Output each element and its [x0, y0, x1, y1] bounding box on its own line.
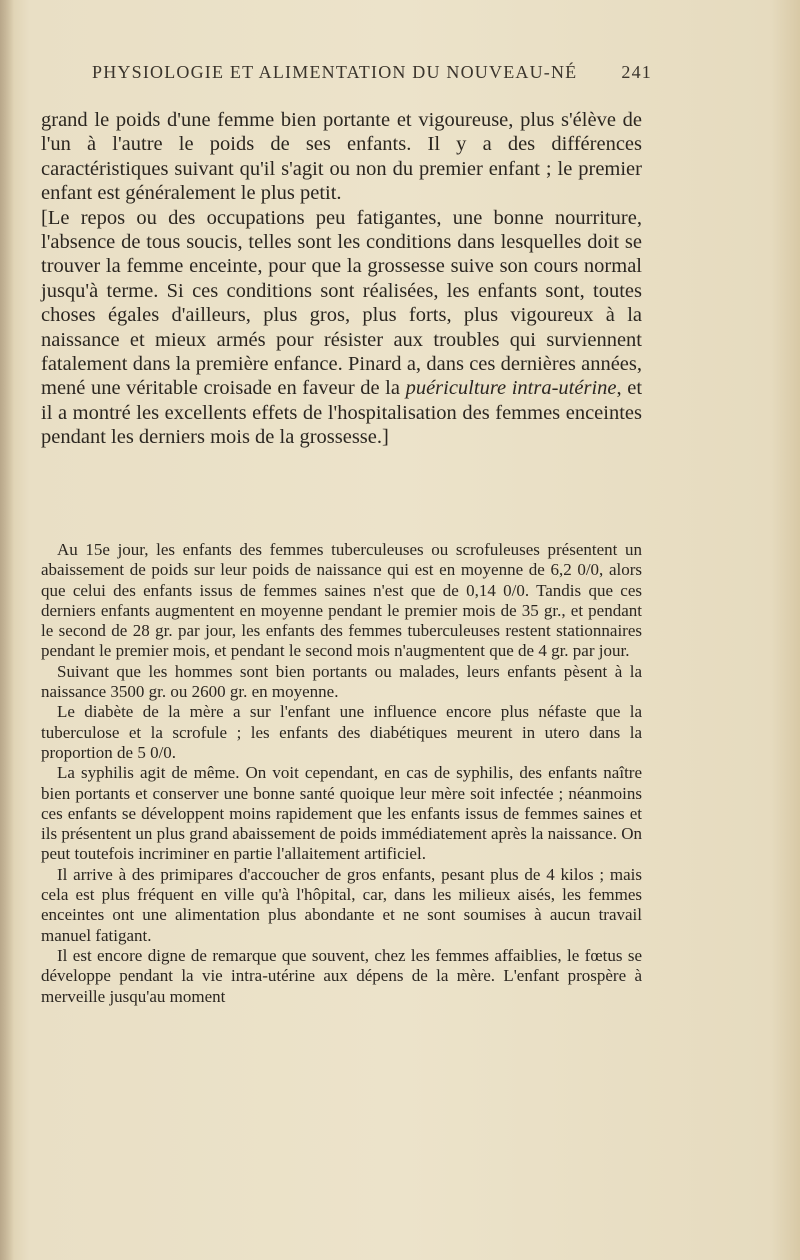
paragraph-2-start: [Le repos ou des occupations peu fatigantes, une bonne nourriture, l'absence de tous soucis, telles sont les conditions dans lesquelles doit se trouver la femme enceinte, pour que la grossesse suive son cours normal jusqu'à terme. Si ces conditions sont réalisées, les enfants sont, toutes choses égales d'ailleurs, plus gros, plus forts, plus vigoureux à la naissance et mieux armés pour résister aux troubles qui surviennent fatalement dans la première enfance. Pinard a, dans ces dernières années, mené une véritable croisade en faveur de la: [41, 206, 642, 400]
small-paragraph-4: La syphilis agit de même. On voit cependant, en cas de syphilis, des enfants naître bien portants et conserver une bonne santé quoique leur mère soit infectée ; néanmoins ces enfants se développent moins rapidement que les enfants issus de femmes saines et ils présentent un plus grand abaissement de poids immédiatement après la naissance. On peut toutefois incriminer en partie l'allaitement artificiel.: [41, 763, 642, 864]
small-paragraph-2: Suivant que les hommes sont bien portants ou malades, leurs enfants pèsent à la naissance 3500 gr. ou 2600 gr. en moyenne.: [41, 661, 642, 702]
small-paragraph-6: Il est encore digne de remarque que souvent, chez les femmes affaiblies, le fœtus se développe pendant la vie intra-utérine aux dépens de la mère. L'enfant prospère à merveille jusqu'au moment: [41, 945, 642, 1006]
paragraph-1: grand le poids d'une femme bien portante et vigoureuse, plus s'élève de l'un à l'autre le poids de ses enfants. Il y a des différences caractéristiques suivant qu'il s'agit ou non du premier enfant ; le premier enfant est généralement le plus petit.: [41, 109, 642, 205]
running-title: PHYSIOLOGIE ET ALIMENTATION DU NOUVEAU-NÉ: [92, 62, 578, 82]
paragraph-2: [41, 206, 642, 450]
running-header: [92, 62, 652, 83]
paragraph-2-italic: puériculture intra-utérine: [405, 377, 617, 400]
small-paragraph-5: Il arrive à des primipares d'accoucher de gros enfants, pesant plus de 4 kilos ; mais cela est plus fréquent en ville qu'à l'hôpital, car, dans les milieux aisés, les femmes enceintes ont une alimentation plus abondante et ne sont soumises à aucun travail manuel fatigant.: [41, 864, 642, 945]
small-paragraph-1: Au 15e jour, les enfants des femmes tuberculeuses ou scrofuleuses présentent un abaissement de poids sur leur poids de naissance qui est en moyenne de 6,2 0/0, alors que celui des enfants issus de femmes saines n'est que de 0,14 0/0. Tandis que ces derniers enfants augmentent en moyenne pendant le premier mois de 35 gr., et pendant le second de 28 gr. par jour, les enfants des femmes tuberculeuses restent stationnaires pendant le premier mois, et pendant le second mois n'augmentent que de 4 gr. par jour.: [41, 540, 642, 661]
page-number: 241: [621, 62, 652, 82]
small-print-block: [41, 540, 642, 1007]
small-paragraph-3: Le diabète de la mère a sur l'enfant une influence encore plus néfaste que la tuberculose et la scrofule ; les enfants des diabétiques meurent in utero dans la proportion de 5 0/0.: [41, 702, 642, 762]
paragraph-2-end: , et il a montré les excellents effets de l'hospitalisation des femmes enceintes pendant les derniers mois de la grossesse.]: [41, 377, 643, 449]
main-text-block: [41, 108, 642, 450]
gutter-shadow: [0, 0, 14, 1260]
